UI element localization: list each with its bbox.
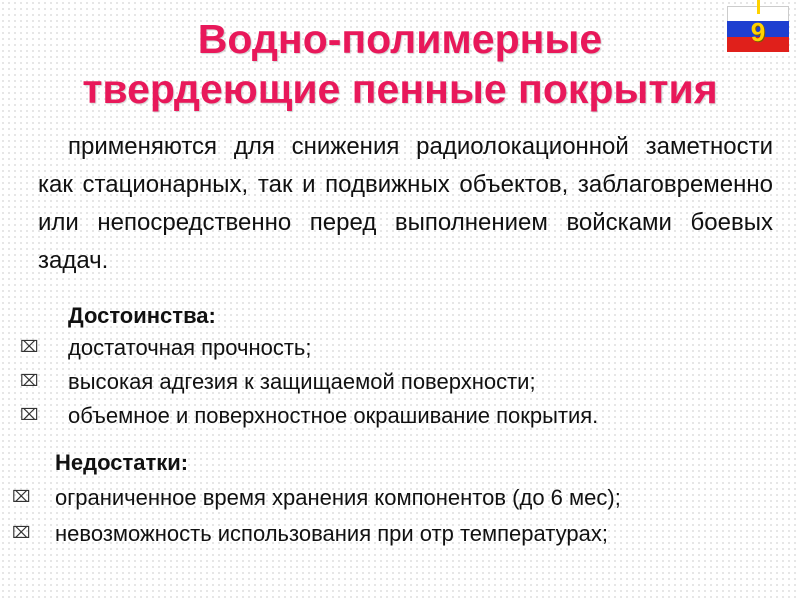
list-item (12, 516, 621, 552)
checkbox-bullet-icon: ⌧ (20, 407, 39, 424)
list-item-text: объемное и поверхностное окрашивание покрытия. (68, 403, 599, 428)
list-item (20, 331, 598, 365)
checkbox-bullet-icon: ⌧ (12, 489, 31, 506)
checkbox-bullet-icon: ⌧ (12, 525, 31, 542)
slide-number-badge: 9 (750, 17, 766, 47)
disadvantages-list (12, 480, 621, 552)
list-item (20, 365, 598, 399)
list-item-text: невозможность использования при отр температурах; (55, 521, 608, 546)
title-line-2: твердеющие пенные покрытия (82, 66, 718, 112)
advantages-heading: Достоинства: (68, 303, 216, 328)
checkbox-bullet-icon: ⌧ (20, 339, 39, 356)
advantages-list (20, 331, 598, 433)
russian-flag-icon (727, 6, 789, 52)
list-item (20, 399, 598, 433)
disadvantages-heading: Недостатки: (55, 450, 189, 475)
list-item (12, 480, 621, 516)
checkbox-bullet-icon: ⌧ (20, 373, 39, 390)
intro-paragraph: применяются для снижения радиолокационной заметности как стационарных, так и подвижных объектов, заблаговременно или непосредственно перед выполнением войсками боевых задач. (38, 133, 773, 274)
list-item-text: достаточная прочность; (68, 335, 312, 360)
list-item-text: ограниченное время хранения компонентов (до 6 мес); (55, 485, 621, 510)
title-line-1: Водно-полимерные (197, 16, 603, 62)
slide-title (0, 14, 800, 114)
list-item-text: высокая адгезия к защищаемой поверхности; (68, 369, 536, 394)
